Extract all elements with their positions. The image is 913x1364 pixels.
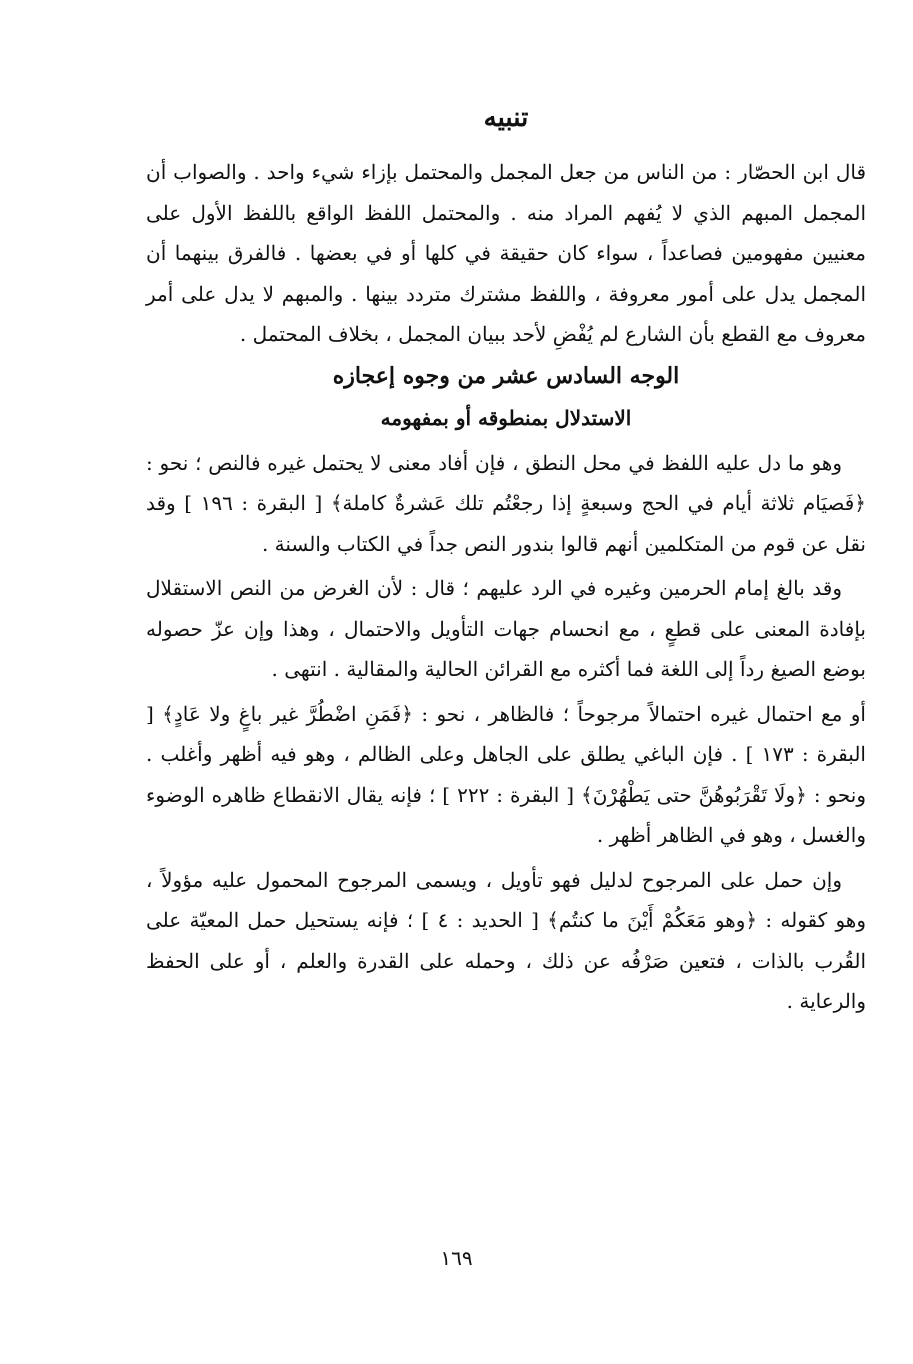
body-paragraph-3: أو مع احتمال غيره احتمالاً مرجوحاً ؛ فالظاهر ، نحو : ﴿فَمَنِ اضْطُرَّ غير باغٍ ولا عَادٍ﴾ [ البقرة : ١٧٣ ] . فإن الباغي يطلق على الجاهل وعلى الظالم ، وهو فيه أظهر وأغلب . ونحو : ﴿ولَا تَقْرَبُوهُنَّ حتى يَطْهُرْنَ﴾ [ البقرة : ٢٢٢ ] ؛ فإنه يقال الانقطاع ظاهره الوضوء والغسل ، وهو في الظاهر أظهر . <box>146 701 866 847</box>
section-heading: الوجه السادس عشر من وجوه إعجازه <box>332 362 680 389</box>
tanbih-paragraph: قال ابن الحصّار : من الناس من جعل المجمل والمحتمل بإزاء شيء واحد . والصواب أن المجمل المبهم الذي لا يُفهم المراد منه . والمحتمل اللفظ الواقع باللفظ الأول على معنيين مفهومين فصاعداً ، سواء كان حقيقة في كلها أو في بعضها . فالفرق بينهما أن المجمل يدل على أمور معروفة ، واللفظ مشترك متردد بينها . والمبهم لا يدل على أمر معروف مع القطع بأن الشارع لم يُفْضِ لأحد ببيان المجمل ، بخلاف المحتمل . <box>146 160 866 346</box>
body-paragraph-1: وهو ما دل عليه اللفظ في محل النطق ، فإن أفاد معنى لا يحتمل غيره فالنص ؛ نحو : ﴿فَصيَام ثلاثة أيام في الحج وسبعةٍ إذا رجعْتُم تلك عَشرةٌ كاملة﴾ [ البقرة : ١٩٦ ] وقد نقل عن قوم من المتكلمين أنهم قالوا بندور النص جداً في الكتاب والسنة . <box>146 450 866 556</box>
page-number: ١٦٩ <box>440 1246 473 1270</box>
page-body <box>146 92 866 1292</box>
body-paragraph-4: وإن حمل على المرجوح لدليل فهو تأويل ، ويسمى المرجوح المحمول عليه مؤولاً ، وهو كقوله : ﴿وهو مَعَكُمْ أَيْنَ ما كنتُم﴾ [ الحديد : ٤ ] ؛ فإنه يستحيل حمل المعيّة على القُرب بالذات ، فتعين صَرْفُه عن ذلك ، وحمله على القدرة والعلم ، أو على الحفظ والرعاية . <box>146 867 867 1013</box>
body-paragraph-2: وقد بالغ إمام الحرمين وغيره في الرد عليهم ؛ قال : لأن الغرض من النص الاستقلال بإفادة المعنى على قطعٍ ، مع انحسام جهات التأويل والاحتمال ، وهذا وإن عزّ حصوله بوضع الصيغ رداً إلى اللغة فما أكثره مع القرائن الحالية والمقالية . انتهى . <box>146 576 866 681</box>
page-title: تنبيه <box>483 103 529 133</box>
section-subheading: الاستدلال بمنطوقه أو بمفهومه <box>380 405 632 430</box>
